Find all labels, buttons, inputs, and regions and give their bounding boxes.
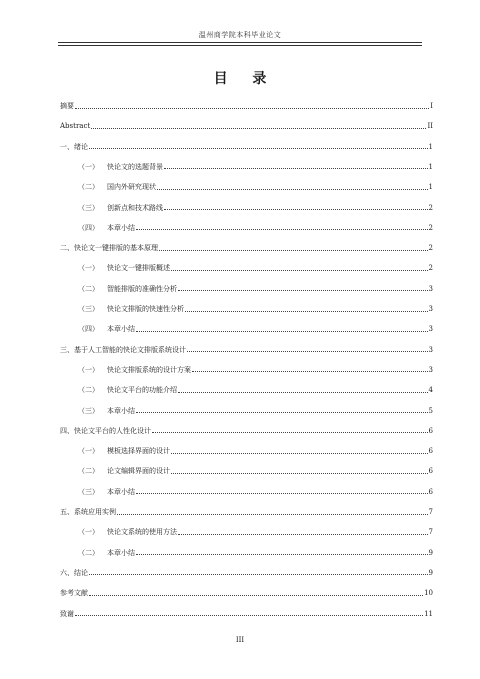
toc-title: 目 录 xyxy=(213,71,277,87)
toc-entry[interactable] xyxy=(60,260,433,272)
dot-leader xyxy=(164,168,428,169)
toc-entry-text: 三、基于人工智能的快论文排版系统设计 xyxy=(60,345,186,354)
toc-entry-text: 智能排版的准确性分析 xyxy=(107,284,177,293)
dot-leader xyxy=(89,148,428,149)
toc-entry-label xyxy=(60,549,135,557)
toc-entry[interactable] xyxy=(60,139,433,151)
toc-entry-label xyxy=(60,508,116,516)
toc-entry[interactable] xyxy=(60,118,433,130)
toc-entry[interactable] xyxy=(60,382,433,394)
toc-entry[interactable] xyxy=(60,403,433,415)
toc-entry-page: 2 xyxy=(428,244,433,253)
toc-entry-page: 10 xyxy=(424,589,433,598)
toc-entry-label xyxy=(60,204,163,212)
toc-entry-page: 6 xyxy=(428,467,433,476)
toc-entry-number: （一） xyxy=(78,264,99,273)
toc-entry[interactable] xyxy=(60,585,433,597)
header-title: 温州商学院本科毕业论文 xyxy=(198,31,282,39)
toc-entry-text: 参考文献 xyxy=(60,589,88,598)
toc-entry[interactable] xyxy=(60,463,433,475)
toc-entry-page: 4 xyxy=(428,386,433,395)
toc-entry-page: 7 xyxy=(428,508,433,516)
dot-leader xyxy=(91,128,426,129)
toc-entry-label xyxy=(60,366,191,374)
toc-entry[interactable] xyxy=(60,98,433,110)
toc-entry-page: 9 xyxy=(428,548,433,557)
toc-entry-page: 1 xyxy=(428,183,433,192)
toc-entry-label xyxy=(60,224,135,232)
toc-entry-label xyxy=(60,143,88,151)
toc-entry-page: I xyxy=(430,102,433,110)
toc-entry-page: 3 xyxy=(428,325,433,334)
dot-leader xyxy=(157,189,428,190)
toc-entry[interactable] xyxy=(60,301,433,313)
toc-entry-page: 2 xyxy=(428,203,433,212)
toc-entry-page: 6 xyxy=(428,487,433,496)
toc-entry-number: （二） xyxy=(78,548,99,557)
dot-leader xyxy=(171,270,428,271)
toc-entry-text: 五、系统应用实例 xyxy=(60,508,116,516)
toc-entry[interactable] xyxy=(60,240,433,252)
toc-entry-page: 1 xyxy=(428,162,433,171)
toc-entry[interactable] xyxy=(60,321,433,333)
toc-entry-number: （三） xyxy=(78,487,99,496)
toc-entry-number: （二） xyxy=(78,183,99,192)
toc-entry-number: （二） xyxy=(78,386,99,395)
toc-entry-page: 3 xyxy=(428,305,433,313)
toc-entry-text: 一、绪论 xyxy=(60,142,88,151)
dot-leader xyxy=(75,108,429,109)
toc-entry-text: 二、快论文一键排版的基本原理 xyxy=(60,244,158,253)
toc-entry[interactable] xyxy=(60,200,433,212)
toc-entry[interactable] xyxy=(60,342,433,354)
toc-entry-page: 6 xyxy=(428,447,433,456)
dot-leader xyxy=(136,412,428,413)
toc-entry[interactable] xyxy=(60,484,433,496)
toc-entry-label xyxy=(60,407,135,415)
toc-entry-text: 论文编辑界面的设计 xyxy=(107,467,170,476)
toc-entry-label xyxy=(60,305,184,313)
dot-leader xyxy=(178,290,428,291)
dot-leader xyxy=(187,351,428,352)
toc-entry-page: 9 xyxy=(428,568,433,577)
dot-leader xyxy=(185,311,428,312)
toc-entry-label xyxy=(60,610,74,618)
toc-entry[interactable] xyxy=(60,606,433,618)
toc-entry-number: （一） xyxy=(78,365,99,374)
dot-leader xyxy=(164,209,428,210)
dot-leader xyxy=(136,331,428,332)
toc-entry[interactable] xyxy=(60,159,433,171)
toc-entry-number: （一） xyxy=(78,162,99,171)
toc-entry[interactable] xyxy=(60,281,433,293)
toc-entry-label xyxy=(60,569,88,577)
dot-leader xyxy=(178,534,428,535)
toc-entry-number: （一） xyxy=(78,528,99,537)
toc-entry-page: 3 xyxy=(428,284,433,293)
page-number: III xyxy=(235,636,245,644)
toc-entry-text: 本章小结 xyxy=(107,406,135,415)
toc-entry-text: 国内外研究现状 xyxy=(107,183,156,192)
toc-entry-label xyxy=(60,589,88,597)
toc-entry-number: （四） xyxy=(78,223,99,232)
toc-entry-label xyxy=(60,447,170,455)
toc-entry-label xyxy=(60,528,177,536)
toc-entry[interactable] xyxy=(60,423,433,435)
toc-entry-page: 2 xyxy=(428,264,433,273)
toc-entry-text: 致谢 xyxy=(60,609,74,618)
toc-entry-label xyxy=(60,183,156,191)
toc-entry-page: 3 xyxy=(428,365,433,374)
dot-leader xyxy=(75,615,423,616)
toc-entry-page: 3 xyxy=(428,345,433,354)
toc-entry-page: II xyxy=(427,122,433,131)
dot-leader xyxy=(171,473,428,474)
dot-leader xyxy=(136,493,428,494)
toc-entry[interactable] xyxy=(60,220,433,232)
toc-entry-page: 11 xyxy=(424,609,433,618)
toc-entry-page: 1 xyxy=(428,142,433,151)
toc-entry-label xyxy=(60,346,186,354)
toc-entry-label xyxy=(60,386,177,394)
dot-leader xyxy=(178,392,428,393)
toc-entry[interactable] xyxy=(60,179,433,191)
toc-entry-text: 快论文系统的使用方法 xyxy=(107,528,177,537)
dot-leader xyxy=(171,453,428,454)
toc-entry-page: 5 xyxy=(428,406,433,415)
toc-entry[interactable] xyxy=(60,545,433,557)
toc-entry-number: （三） xyxy=(78,203,99,212)
dot-leader xyxy=(89,595,423,596)
toc-entry-label xyxy=(60,122,90,130)
toc-entry-text: 模板选择界面的设计 xyxy=(107,447,170,456)
toc-entry-text: 快论文一键排版概述 xyxy=(107,264,170,273)
header-rule-thin xyxy=(58,45,422,46)
toc-entry-label xyxy=(60,244,158,252)
toc-entry-number: （四） xyxy=(78,325,99,334)
dot-leader xyxy=(117,514,428,515)
toc-entry[interactable] xyxy=(60,504,433,516)
toc-entry-label xyxy=(60,488,135,496)
toc-entry-label xyxy=(60,325,135,333)
dot-leader xyxy=(159,250,428,251)
header-rule xyxy=(58,42,422,43)
dot-leader xyxy=(89,574,428,575)
toc-entry-text: 摘要 xyxy=(60,102,74,110)
dot-leader xyxy=(152,432,428,433)
toc-entry-text: 本章小结 xyxy=(107,325,135,334)
toc-entry-text: 本章小结 xyxy=(107,223,135,232)
toc-entry-label xyxy=(60,427,151,435)
toc-entry-text: 本章小结 xyxy=(107,487,135,496)
toc-entry-label xyxy=(60,285,177,293)
toc-entry-text: 快论文排版的快速性分析 xyxy=(107,305,184,313)
toc-entry-page: 2 xyxy=(428,223,433,232)
toc-entry-text: 六、结论 xyxy=(60,568,88,577)
toc-entry[interactable] xyxy=(60,443,433,455)
toc-entry-text: 快论文排版系统的设计方案 xyxy=(107,365,191,374)
toc-entry-number: （二） xyxy=(78,284,99,293)
toc-entry-text: 快论文的选题背景 xyxy=(107,162,163,171)
toc-entry-page: 6 xyxy=(428,426,433,435)
toc-entry[interactable] xyxy=(60,362,433,374)
toc-entry-text: 本章小结 xyxy=(107,548,135,557)
toc-entry-page: 7 xyxy=(428,528,433,537)
toc-entry-number: （一） xyxy=(78,447,99,456)
toc-entry[interactable] xyxy=(60,524,433,536)
toc-entry-text: 四、快论文平台的人性化设计 xyxy=(60,426,151,435)
toc-entry[interactable] xyxy=(60,565,433,577)
toc-entry-label xyxy=(60,264,170,272)
toc-entry-text: 快论文平台的功能介绍 xyxy=(107,386,177,395)
dot-leader xyxy=(192,371,428,372)
toc-entry-number: （三） xyxy=(78,305,99,313)
dot-leader xyxy=(136,229,428,230)
toc-entry-label xyxy=(60,102,74,110)
toc-entry-number: （二） xyxy=(78,467,99,476)
toc-entry-number: （三） xyxy=(78,406,99,415)
toc-entry-text: Abstract xyxy=(60,122,91,131)
toc-entry-label xyxy=(60,163,163,171)
toc-entry-label xyxy=(60,467,170,475)
dot-leader xyxy=(136,554,428,555)
toc-entry-text: 创新点和技术路线 xyxy=(107,203,163,212)
